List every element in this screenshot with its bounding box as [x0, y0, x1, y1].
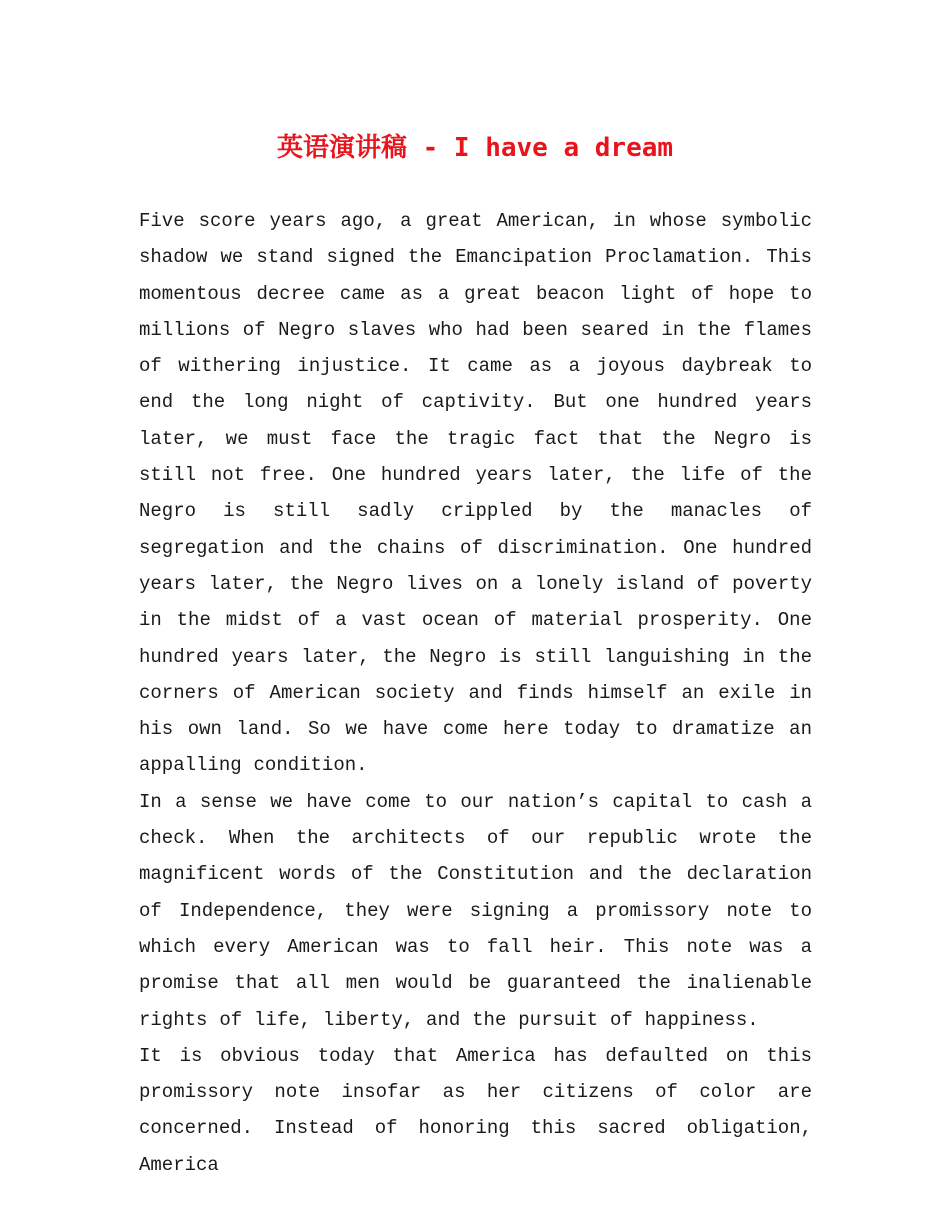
paragraph-2: In a sense we have come to our nation’s capital to cash a check. When the architects of our republic wrote the magnificent words of the Constitution and the declaration of Independence, they were signing a promissory note to which every American was to fall heir. This note was a promise that all men would be guaranteed the inalienable rights of life, liberty, and the pursuit of happiness. [139, 790, 812, 1031]
page-title: 英语演讲稿 - I have a dream [276, 133, 674, 163]
paragraph-1: Five score years ago, a great American, in whose symbolic shadow we stand signed the Emancipation Proclamation. This momentous decree came as a great beacon light of hope to millions of Negro slaves who had been seared in the flames of withering injustice. It came as a joyous daybreak to end the long night of captivity. But one hundred years later, we must face the tragic fact that the Negro is still not free. One hundred years later, the life of the Negro is still sadly crippled by the manacles of segregation and the chains of discrimination. One hundred years later, the Negro lives on a lonely island of poverty in the midst of a vast ocean of material prosperity. One hundred years later, the Negro is still languishing in the corners of American society and finds himself an exile in his own land. So we have come here today to dramatize an appalling condition. [139, 210, 812, 777]
document-body [139, 203, 812, 1183]
paragraph-3: It is obvious today that America has defaulted on this promissory note insofar as her citizens of color are concerned. Instead of honoring this sacred obligation, America [139, 1044, 812, 1176]
